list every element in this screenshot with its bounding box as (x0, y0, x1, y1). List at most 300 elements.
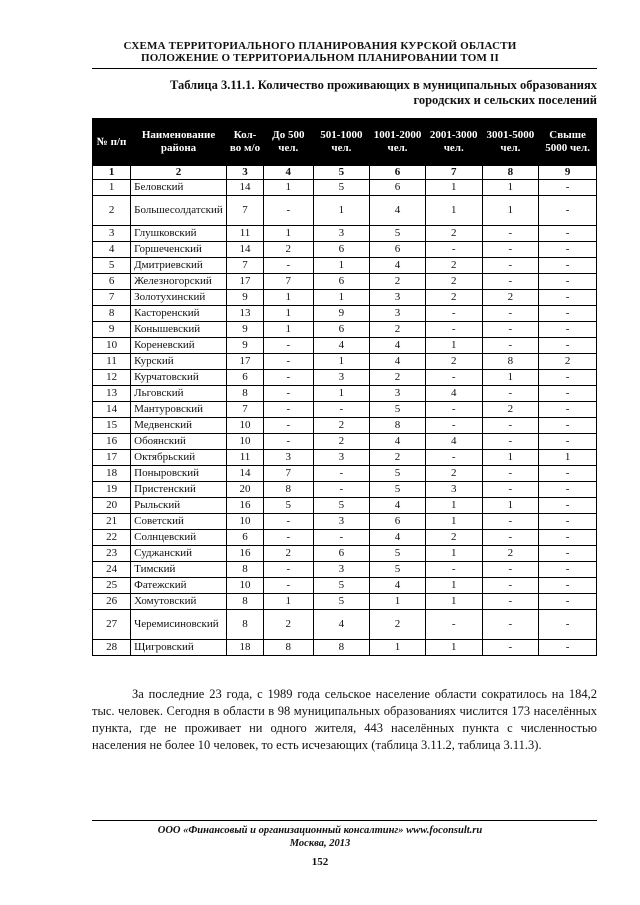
district-name-cell: Глушковский (131, 226, 227, 242)
row-number-cell: 13 (93, 386, 131, 402)
footer-city-year: Москва, 2013 (289, 838, 351, 849)
value-cell: 4 (370, 354, 426, 370)
value-cell: 3 (313, 226, 370, 242)
value-cell: 1 (425, 640, 482, 656)
value-cell: - (539, 594, 597, 610)
document-header (0, 40, 640, 64)
column-number: 2 (131, 166, 227, 180)
value-cell: 8 (226, 386, 263, 402)
row-number-cell: 14 (93, 402, 131, 418)
value-cell: 14 (226, 466, 263, 482)
value-cell: 1 (425, 196, 482, 226)
row-number-cell: 4 (93, 242, 131, 258)
value-cell: 1 (264, 226, 313, 242)
value-cell: - (425, 418, 482, 434)
value-cell: - (539, 290, 597, 306)
body-paragraph: За последние 23 года, с 1989 года сельское население области сократилось на 184,2 тыс. человек. Сегодня в области в 98 муниципальных образованиях числится 173 населённых пункта, где не проживает ни одного жителя, 443 населённых пункта с численностью населения не более 10 человек, то есть исчезающих (таблица 3.11.2, таблица 3.11.3). (92, 687, 597, 752)
value-cell: 5 (313, 594, 370, 610)
value-cell: 6 (313, 546, 370, 562)
row-number-cell: 9 (93, 322, 131, 338)
column-number: 9 (539, 166, 597, 180)
column-number: 7 (425, 166, 482, 180)
table-row (93, 370, 597, 386)
value-cell: 6 (313, 322, 370, 338)
value-cell: - (539, 196, 597, 226)
row-number-cell: 22 (93, 530, 131, 546)
value-cell: 2 (425, 274, 482, 290)
value-cell: 1 (313, 258, 370, 274)
table-row (93, 450, 597, 466)
district-name-cell: Хомутовский (131, 594, 227, 610)
value-cell: - (425, 450, 482, 466)
value-cell: 7 (226, 258, 263, 274)
value-cell: 2 (370, 370, 426, 386)
value-cell: 2 (425, 290, 482, 306)
value-cell: - (482, 640, 539, 656)
value-cell: 1 (425, 578, 482, 594)
value-cell: 6 (370, 514, 426, 530)
table-row (93, 180, 597, 196)
value-cell: 2 (425, 258, 482, 274)
row-number-cell: 21 (93, 514, 131, 530)
table-row (93, 306, 597, 322)
row-number-cell: 10 (93, 338, 131, 354)
value-cell: 4 (313, 610, 370, 640)
row-number-cell: 27 (93, 610, 131, 640)
value-cell: 8 (264, 482, 313, 498)
row-number-cell: 20 (93, 498, 131, 514)
value-cell: 5 (370, 226, 426, 242)
value-cell: 2 (425, 466, 482, 482)
value-cell: 8 (264, 640, 313, 656)
district-name-cell: Горшеченский (131, 242, 227, 258)
value-cell: - (264, 196, 313, 226)
row-number-cell: 7 (93, 290, 131, 306)
value-cell: 5 (313, 578, 370, 594)
value-cell: 4 (313, 338, 370, 354)
value-cell: 4 (370, 434, 426, 450)
value-cell: 8 (313, 640, 370, 656)
value-cell: 5 (370, 562, 426, 578)
value-cell: 1 (425, 338, 482, 354)
value-cell: 7 (226, 402, 263, 418)
value-cell: 14 (226, 242, 263, 258)
value-cell: 1 (425, 514, 482, 530)
value-cell: - (539, 546, 597, 562)
value-cell: 4 (370, 196, 426, 226)
column-header: 501-1000 чел. (313, 119, 370, 166)
value-cell: 1 (482, 196, 539, 226)
value-cell: 1 (482, 498, 539, 514)
value-cell: 20 (226, 482, 263, 498)
value-cell: 1 (539, 450, 597, 466)
value-cell: - (482, 482, 539, 498)
value-cell: 10 (226, 434, 263, 450)
column-number: 8 (482, 166, 539, 180)
value-cell: 4 (425, 434, 482, 450)
row-number-cell: 17 (93, 450, 131, 466)
value-cell: 9 (226, 290, 263, 306)
value-cell: 1 (313, 196, 370, 226)
value-cell: - (425, 242, 482, 258)
value-cell: 5 (370, 402, 426, 418)
column-header: 3001-5000 чел. (482, 119, 539, 166)
value-cell: 16 (226, 546, 263, 562)
value-cell: 7 (264, 466, 313, 482)
table-row (93, 610, 597, 640)
value-cell: 2 (313, 418, 370, 434)
value-cell: - (539, 434, 597, 450)
value-cell: - (313, 530, 370, 546)
row-number-cell: 25 (93, 578, 131, 594)
value-cell: - (482, 514, 539, 530)
value-cell: - (482, 386, 539, 402)
caption-line-2: городских и сельских поселений (413, 93, 597, 107)
row-number-cell: 15 (93, 418, 131, 434)
value-cell: 1 (482, 370, 539, 386)
value-cell: 1 (425, 594, 482, 610)
row-number-cell: 3 (93, 226, 131, 242)
header-subtitle: ПОЛОЖЕНИЕ О ТЕРРИТОРИАЛЬНОМ ПЛАНИРОВАНИИ ТОМ II (141, 52, 499, 64)
row-number-cell: 1 (93, 180, 131, 196)
value-cell: 17 (226, 354, 263, 370)
row-number-cell: 23 (93, 546, 131, 562)
value-cell: 4 (425, 386, 482, 402)
value-cell: 1 (370, 594, 426, 610)
caption-line-1: Таблица 3.11.1. Количество проживающих в муниципальных образованиях (169, 78, 597, 92)
row-number-cell: 24 (93, 562, 131, 578)
value-cell: 2 (313, 434, 370, 450)
value-cell: - (539, 482, 597, 498)
value-cell: - (482, 434, 539, 450)
table-row (93, 434, 597, 450)
value-cell: - (264, 418, 313, 434)
value-cell: 2 (264, 242, 313, 258)
value-cell: - (482, 258, 539, 274)
district-name-cell: Кореневский (131, 338, 227, 354)
page-number: 152 (311, 856, 329, 868)
table-row (93, 386, 597, 402)
value-cell: 2 (482, 546, 539, 562)
header-title: СХЕМА ТЕРРИТОРИАЛЬНОГО ПЛАНИРОВАНИЯ КУРСКОЙ ОБЛАСТИ (123, 40, 517, 52)
value-cell: 6 (370, 180, 426, 196)
value-cell: 17 (226, 274, 263, 290)
value-cell: - (264, 354, 313, 370)
value-cell: - (539, 562, 597, 578)
value-cell: 1 (370, 640, 426, 656)
district-name-cell: Дмитриевский (131, 258, 227, 274)
row-number-cell: 16 (93, 434, 131, 450)
table-row (93, 546, 597, 562)
value-cell: - (264, 530, 313, 546)
row-number-cell: 26 (93, 594, 131, 610)
district-name-cell: Поныровский (131, 466, 227, 482)
table-row (93, 402, 597, 418)
row-number-cell: 28 (93, 640, 131, 656)
column-number-row (93, 166, 597, 180)
column-header: Наименование района (131, 119, 227, 166)
settlements-table (92, 118, 597, 656)
district-name-cell: Советский (131, 514, 227, 530)
value-cell: 10 (226, 578, 263, 594)
value-cell: 8 (226, 610, 263, 640)
value-cell: 2 (370, 322, 426, 338)
district-name-cell: Железногорский (131, 274, 227, 290)
value-cell: 1 (313, 386, 370, 402)
value-cell: 1 (264, 594, 313, 610)
column-number: 1 (93, 166, 131, 180)
value-cell: 1 (425, 180, 482, 196)
value-cell: - (539, 610, 597, 640)
value-cell: - (264, 258, 313, 274)
value-cell: 3 (370, 386, 426, 402)
value-cell: 3 (313, 370, 370, 386)
value-cell: - (539, 370, 597, 386)
table-row (93, 562, 597, 578)
column-header: № п/п (93, 119, 131, 166)
column-number: 3 (226, 166, 263, 180)
value-cell: - (425, 370, 482, 386)
value-cell: 11 (226, 226, 263, 242)
column-header: 1001-2000 чел. (370, 119, 426, 166)
value-cell: 5 (370, 546, 426, 562)
value-cell: 1 (313, 290, 370, 306)
value-cell: 2 (370, 450, 426, 466)
value-cell: 16 (226, 498, 263, 514)
value-cell: - (482, 466, 539, 482)
value-cell: - (482, 418, 539, 434)
district-name-cell: Черемисиновский (131, 610, 227, 640)
district-name-cell: Конышевский (131, 322, 227, 338)
value-cell: 4 (370, 338, 426, 354)
value-cell: 1 (482, 180, 539, 196)
value-cell: 3 (313, 450, 370, 466)
table-header-row (93, 119, 597, 166)
district-name-cell: Большесолдатский (131, 196, 227, 226)
value-cell: 2 (370, 610, 426, 640)
value-cell: 10 (226, 418, 263, 434)
value-cell: - (425, 322, 482, 338)
value-cell: - (539, 258, 597, 274)
table-row (93, 594, 597, 610)
district-name-cell: Солнцевский (131, 530, 227, 546)
column-number: 4 (264, 166, 313, 180)
value-cell: - (539, 226, 597, 242)
district-name-cell: Щигровский (131, 640, 227, 656)
value-cell: 1 (264, 306, 313, 322)
value-cell: - (264, 562, 313, 578)
table-row (93, 498, 597, 514)
table-row (93, 274, 597, 290)
value-cell: - (264, 434, 313, 450)
value-cell: 6 (313, 242, 370, 258)
value-cell: 18 (226, 640, 263, 656)
district-name-cell: Медвенский (131, 418, 227, 434)
value-cell: - (264, 338, 313, 354)
value-cell: 13 (226, 306, 263, 322)
row-number-cell: 12 (93, 370, 131, 386)
value-cell: 1 (425, 546, 482, 562)
table-row (93, 482, 597, 498)
value-cell: - (539, 498, 597, 514)
column-number: 5 (313, 166, 370, 180)
table-row (93, 226, 597, 242)
value-cell: - (482, 306, 539, 322)
value-cell: 7 (226, 196, 263, 226)
district-name-cell: Курчатовский (131, 370, 227, 386)
column-number: 6 (370, 166, 426, 180)
value-cell: 2 (264, 546, 313, 562)
value-cell: - (539, 514, 597, 530)
value-cell: 8 (226, 594, 263, 610)
value-cell: 11 (226, 450, 263, 466)
value-cell: - (264, 578, 313, 594)
row-number-cell: 2 (93, 196, 131, 226)
document-footer (0, 824, 640, 850)
row-number-cell: 19 (93, 482, 131, 498)
value-cell: 3 (425, 482, 482, 498)
value-cell: 6 (313, 274, 370, 290)
table-caption (92, 78, 597, 108)
table-row (93, 322, 597, 338)
value-cell: 10 (226, 514, 263, 530)
table-row (93, 530, 597, 546)
row-number-cell: 8 (93, 306, 131, 322)
value-cell: - (539, 180, 597, 196)
value-cell: - (539, 578, 597, 594)
value-cell: - (482, 594, 539, 610)
value-cell: 4 (370, 258, 426, 274)
value-cell: - (425, 402, 482, 418)
value-cell: 3 (370, 306, 426, 322)
value-cell: 9 (313, 306, 370, 322)
column-header: Кол-во м/о (226, 119, 263, 166)
table-row (93, 578, 597, 594)
value-cell: - (482, 578, 539, 594)
value-cell: - (264, 370, 313, 386)
value-cell: 1 (425, 498, 482, 514)
district-name-cell: Тимский (131, 562, 227, 578)
value-cell: 6 (370, 242, 426, 258)
value-cell: - (539, 386, 597, 402)
district-name-cell: Курский (131, 354, 227, 370)
value-cell: 1 (313, 354, 370, 370)
value-cell: 4 (370, 578, 426, 594)
value-cell: - (539, 338, 597, 354)
value-cell: 1 (482, 450, 539, 466)
table-body (93, 180, 597, 656)
value-cell: 8 (370, 418, 426, 434)
value-cell: - (425, 610, 482, 640)
row-number-cell: 11 (93, 354, 131, 370)
district-name-cell: Обоянский (131, 434, 227, 450)
value-cell: 5 (313, 180, 370, 196)
table-row (93, 354, 597, 370)
value-cell: - (425, 562, 482, 578)
value-cell: 2 (482, 402, 539, 418)
value-cell: 2 (425, 226, 482, 242)
table-row (93, 466, 597, 482)
table-row (93, 338, 597, 354)
value-cell: 4 (370, 530, 426, 546)
value-cell: 3 (370, 290, 426, 306)
table-row (93, 418, 597, 434)
column-header: До 500 чел. (264, 119, 313, 166)
value-cell: 2 (425, 530, 482, 546)
value-cell: - (482, 274, 539, 290)
value-cell: - (264, 386, 313, 402)
value-cell: - (539, 640, 597, 656)
footer-divider (92, 820, 597, 821)
value-cell: - (539, 274, 597, 290)
district-name-cell: Рыльский (131, 498, 227, 514)
district-name-cell: Касторенский (131, 306, 227, 322)
value-cell: 5 (370, 466, 426, 482)
column-header: Свыше 5000 чел. (539, 119, 597, 166)
value-cell: - (482, 338, 539, 354)
value-cell: - (482, 562, 539, 578)
table-row (93, 290, 597, 306)
value-cell: 2 (370, 274, 426, 290)
column-header: 2001-3000 чел. (425, 119, 482, 166)
value-cell: - (313, 466, 370, 482)
value-cell: 7 (264, 274, 313, 290)
value-cell: - (539, 418, 597, 434)
value-cell: - (482, 610, 539, 640)
table-row (93, 514, 597, 530)
value-cell: 3 (264, 450, 313, 466)
value-cell: 3 (313, 562, 370, 578)
value-cell: 2 (264, 610, 313, 640)
value-cell: 2 (482, 290, 539, 306)
value-cell: 14 (226, 180, 263, 196)
header-divider (92, 68, 597, 69)
value-cell: 9 (226, 338, 263, 354)
district-name-cell: Беловский (131, 180, 227, 196)
value-cell: 2 (425, 354, 482, 370)
row-number-cell: 5 (93, 258, 131, 274)
district-name-cell: Золотухинский (131, 290, 227, 306)
value-cell: 1 (264, 290, 313, 306)
table-row (93, 242, 597, 258)
value-cell: - (539, 322, 597, 338)
value-cell: 1 (264, 180, 313, 196)
district-name-cell: Льговский (131, 386, 227, 402)
district-name-cell: Мантуровский (131, 402, 227, 418)
value-cell: 1 (264, 322, 313, 338)
value-cell: - (313, 402, 370, 418)
district-name-cell: Суджанский (131, 546, 227, 562)
table-row (93, 258, 597, 274)
value-cell: 9 (226, 322, 263, 338)
value-cell: - (539, 242, 597, 258)
value-cell: - (264, 402, 313, 418)
table-row (93, 196, 597, 226)
value-cell: - (539, 530, 597, 546)
value-cell: - (539, 402, 597, 418)
value-cell: - (539, 306, 597, 322)
value-cell: 5 (370, 482, 426, 498)
value-cell: 6 (226, 370, 263, 386)
value-cell: - (313, 482, 370, 498)
value-cell: - (264, 514, 313, 530)
value-cell: 5 (313, 498, 370, 514)
value-cell: 3 (313, 514, 370, 530)
value-cell: 6 (226, 530, 263, 546)
table-row (93, 640, 597, 656)
district-name-cell: Фатежский (131, 578, 227, 594)
row-number-cell: 18 (93, 466, 131, 482)
